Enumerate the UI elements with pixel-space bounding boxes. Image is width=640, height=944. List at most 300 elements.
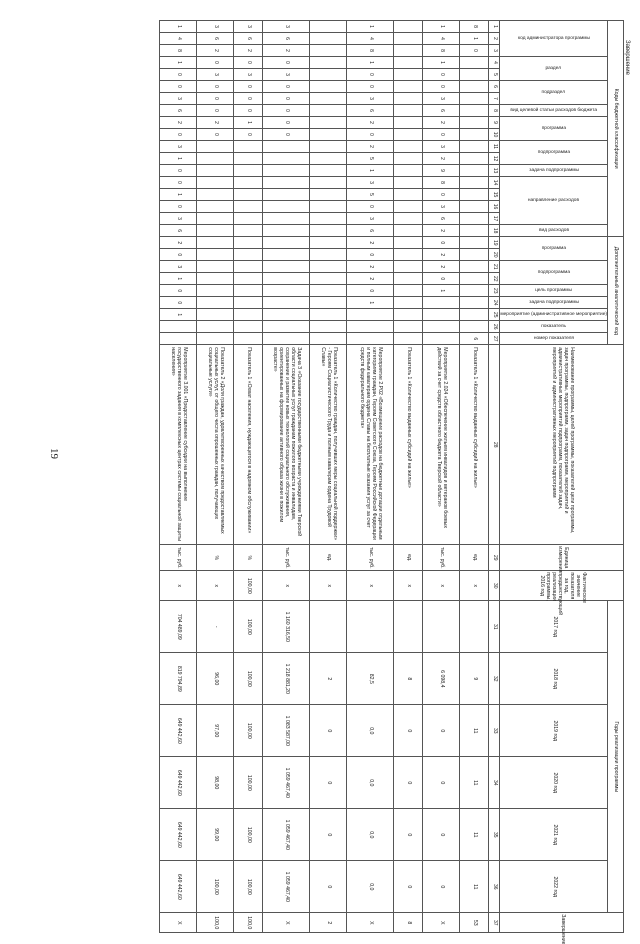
final-header: Завершение bbox=[500, 913, 624, 933]
row-year-value: 704 489,09 bbox=[160, 601, 197, 653]
code-cell: 0 bbox=[423, 81, 460, 93]
code-cell bbox=[460, 69, 489, 81]
code-cell bbox=[347, 321, 394, 333]
row-year-value: 0 bbox=[423, 809, 460, 861]
code-cell bbox=[460, 153, 489, 165]
base-header: Фактическое значение показателя за год, предшествующий реализации программы, 2016 год bbox=[500, 571, 624, 601]
row-unit: тыс. руб. bbox=[347, 545, 394, 571]
code-cell bbox=[394, 321, 423, 333]
budget-subheader: задача подпрограммы bbox=[500, 165, 608, 177]
column-number: 5 bbox=[489, 69, 500, 81]
code-cell bbox=[310, 237, 347, 249]
code-cell: 2 bbox=[423, 117, 460, 129]
code-cell bbox=[394, 237, 423, 249]
column-number: 1 bbox=[489, 21, 500, 33]
column-number: 24 bbox=[489, 297, 500, 309]
row-year-value: 0,0 bbox=[347, 705, 394, 757]
row-base: 100,00 bbox=[234, 571, 263, 601]
code-cell bbox=[394, 165, 423, 177]
row-year-value: 98,00 bbox=[197, 757, 234, 809]
code-cell bbox=[263, 261, 310, 273]
code-cell: 0 bbox=[160, 165, 197, 177]
name-header: Наименование программы, целей программы, показателей цели программы, задач программы, подпрограмм, задач подпрограмм, мероприятий и административных мероприятий подпрограмм, показателей задач, мероприятий и административных мероприятий подпрограмм bbox=[500, 345, 624, 545]
code-cell bbox=[197, 225, 234, 237]
code-cell bbox=[394, 333, 423, 345]
row-name: Мероприятие 3.001 «Предоставление субсидии на выполнение государственного задания в комплексных центрах системы социальной защиты населения» bbox=[160, 345, 197, 545]
budget-codes-header: Коды бюджетной классификации bbox=[608, 21, 624, 237]
row-final: 100,0 bbox=[234, 913, 263, 933]
column-number: 33 bbox=[489, 705, 500, 757]
row-year-value: 0,0 bbox=[347, 757, 394, 809]
code-cell: 0 bbox=[160, 285, 197, 297]
code-cell bbox=[310, 21, 347, 33]
code-cell bbox=[394, 261, 423, 273]
code-cell: 1 bbox=[347, 297, 394, 309]
code-cell bbox=[460, 189, 489, 201]
row-final: 100,0 bbox=[197, 913, 234, 933]
column-number: 16 bbox=[489, 201, 500, 213]
column-number: 4 bbox=[489, 57, 500, 69]
unit-header: Единица измерения bbox=[500, 545, 624, 571]
column-number: 2 bbox=[489, 33, 500, 45]
code-cell: 0 bbox=[263, 57, 310, 69]
code-cell: 6 bbox=[423, 105, 460, 117]
code-cell: 3 bbox=[347, 213, 394, 225]
code-cell: 8 bbox=[347, 45, 394, 57]
code-cell bbox=[310, 57, 347, 69]
column-number: 18 bbox=[489, 225, 500, 237]
code-cell bbox=[310, 33, 347, 45]
column-number: 8 bbox=[489, 105, 500, 117]
row-year-value bbox=[423, 601, 460, 653]
code-cell bbox=[394, 21, 423, 33]
code-cell bbox=[310, 177, 347, 189]
column-number: 6 bbox=[489, 81, 500, 93]
row-year-value bbox=[460, 601, 489, 653]
code-cell bbox=[460, 81, 489, 93]
row-base: х bbox=[394, 571, 423, 601]
code-cell bbox=[460, 249, 489, 261]
code-cell bbox=[197, 153, 234, 165]
code-cell bbox=[394, 57, 423, 69]
code-cell: 0 bbox=[160, 297, 197, 309]
row-final: Х bbox=[423, 913, 460, 933]
column-number: 19 bbox=[489, 237, 500, 249]
code-cell: 0 bbox=[160, 69, 197, 81]
code-cell: 1 bbox=[160, 57, 197, 69]
code-cell bbox=[263, 165, 310, 177]
code-cell: 1 bbox=[460, 33, 489, 45]
code-cell bbox=[394, 117, 423, 129]
column-number: 28 bbox=[489, 345, 500, 545]
row-name: Мероприятие 2.024 «Обеспечение жильем инвалидов и ветеранов боевых действий за счет средств областного бюджета Тверской области» bbox=[423, 345, 460, 545]
code-cell bbox=[460, 261, 489, 273]
row-name: Показатель 1 «Количество выданных субсидий на жилье» bbox=[460, 345, 489, 545]
code-cell: 2 bbox=[160, 117, 197, 129]
code-cell bbox=[234, 165, 263, 177]
code-cell bbox=[394, 249, 423, 261]
code-cell: 3 bbox=[423, 201, 460, 213]
code-cell: 3 bbox=[347, 93, 394, 105]
code-cell: 0 bbox=[423, 237, 460, 249]
column-number: 36 bbox=[489, 861, 500, 913]
code-cell: 0 bbox=[234, 105, 263, 117]
code-cell bbox=[310, 333, 347, 345]
code-cell bbox=[310, 261, 347, 273]
column-number: 29 bbox=[489, 545, 500, 571]
code-cell: 6 bbox=[460, 333, 489, 345]
row-name: Мероприятие 2.Р02 «Возмещение расходов на бюджетные дотации отдельным категориям граждан, Героям Советского Союза, Героям Российской Федерации и полным кавалерам ордена Славы на бесплатные оказания услуг за счет средств федерального бюджета» bbox=[347, 345, 394, 545]
code-cell bbox=[394, 189, 423, 201]
analytic-subheader: цель программы bbox=[500, 285, 608, 297]
code-cell: 0 bbox=[234, 81, 263, 93]
row-name: Показатель 1 «Количество граждан, получивших меры социальной поддержки» - Героям Социалистического Труда и полным кавалерам ордена Трудовой Славы» bbox=[310, 345, 347, 545]
code-cell: 0 bbox=[423, 69, 460, 81]
row-year-value: 8 bbox=[394, 653, 423, 705]
row-year-value: 0 bbox=[394, 809, 423, 861]
code-cell bbox=[394, 177, 423, 189]
code-cell: 0 bbox=[197, 105, 234, 117]
code-cell: 2 bbox=[347, 141, 394, 153]
code-cell bbox=[460, 225, 489, 237]
code-cell bbox=[197, 309, 234, 321]
code-cell: 6 bbox=[234, 33, 263, 45]
column-number: 3 bbox=[489, 45, 500, 57]
code-cell: 1 bbox=[347, 21, 394, 33]
row-year-value: 97,00 bbox=[197, 705, 234, 757]
table-row bbox=[160, 21, 197, 933]
table-row bbox=[347, 21, 394, 933]
year-header: 2019 год bbox=[500, 705, 608, 757]
table-row bbox=[234, 21, 263, 933]
code-cell: 0 bbox=[234, 57, 263, 69]
code-cell: 0 bbox=[197, 129, 234, 141]
row-year-value: 0 bbox=[310, 861, 347, 913]
code-cell: 3 bbox=[160, 141, 197, 153]
code-cell bbox=[310, 117, 347, 129]
code-cell bbox=[310, 105, 347, 117]
code-cell bbox=[263, 285, 310, 297]
code-cell: 0 bbox=[347, 81, 394, 93]
code-cell bbox=[347, 333, 394, 345]
code-cell bbox=[394, 45, 423, 57]
code-cell: 1 bbox=[423, 21, 460, 33]
code-cell: 6 bbox=[347, 225, 394, 237]
row-year-value: 11 bbox=[460, 809, 489, 861]
code-cell: 2 bbox=[347, 237, 394, 249]
column-number: 21 bbox=[489, 261, 500, 273]
code-cell bbox=[423, 321, 460, 333]
code-cell bbox=[394, 105, 423, 117]
code-cell bbox=[310, 129, 347, 141]
code-cell bbox=[197, 333, 234, 345]
code-cell: 1 bbox=[347, 57, 394, 69]
table-row bbox=[460, 21, 489, 933]
code-cell bbox=[234, 177, 263, 189]
side-label: Завершение bbox=[624, 40, 630, 75]
code-cell bbox=[394, 309, 423, 321]
code-cell: 3 bbox=[423, 141, 460, 153]
row-year-value: 96,00 bbox=[197, 653, 234, 705]
code-cell bbox=[460, 129, 489, 141]
code-cell: 4 bbox=[347, 33, 394, 45]
code-cell: 2 bbox=[423, 153, 460, 165]
budget-subheader: вид целевой статьи расходов бюджета bbox=[500, 105, 608, 117]
analytic-subheader: мероприятие (административное мероприятие) bbox=[500, 309, 608, 321]
code-cell bbox=[197, 261, 234, 273]
column-number: 30 bbox=[489, 571, 500, 601]
row-year-value: 0 bbox=[423, 705, 460, 757]
code-cell: 1 bbox=[160, 309, 197, 321]
code-cell bbox=[234, 189, 263, 201]
column-number: 22 bbox=[489, 273, 500, 285]
code-cell: 1 bbox=[423, 57, 460, 69]
row-year-value: 0 bbox=[423, 757, 460, 809]
row-year-value: - bbox=[197, 601, 234, 653]
column-number: 31 bbox=[489, 601, 500, 653]
row-year-value: 0 bbox=[394, 757, 423, 809]
code-cell bbox=[197, 201, 234, 213]
row-unit: тыс. руб. bbox=[263, 545, 310, 571]
code-cell bbox=[310, 93, 347, 105]
code-cell: 3 bbox=[160, 93, 197, 105]
row-final: Х bbox=[160, 913, 197, 933]
code-cell bbox=[394, 225, 423, 237]
code-cell: 0 bbox=[263, 129, 310, 141]
code-cell bbox=[234, 309, 263, 321]
code-cell bbox=[310, 141, 347, 153]
code-cell bbox=[197, 249, 234, 261]
code-cell bbox=[460, 309, 489, 321]
code-cell: 1 bbox=[160, 153, 197, 165]
row-final: 2 bbox=[310, 913, 347, 933]
code-cell bbox=[310, 249, 347, 261]
code-cell bbox=[160, 333, 197, 345]
code-cell: 2 bbox=[423, 225, 460, 237]
code-cell: 3 bbox=[160, 261, 197, 273]
code-cell bbox=[263, 309, 310, 321]
column-number: 25 bbox=[489, 309, 500, 321]
column-number: 9 bbox=[489, 117, 500, 129]
code-cell: 2 bbox=[347, 117, 394, 129]
page-number: 19 bbox=[48, 448, 60, 459]
analytic-codes-header: Дополнительный аналитический код bbox=[608, 237, 624, 345]
code-cell bbox=[310, 165, 347, 177]
code-cell: 2 bbox=[347, 273, 394, 285]
row-final: Х bbox=[263, 913, 310, 933]
row-unit: ед. bbox=[460, 545, 489, 571]
code-cell bbox=[423, 333, 460, 345]
code-cell bbox=[423, 309, 460, 321]
row-base: х bbox=[160, 571, 197, 601]
rotated-table-area bbox=[84, 20, 624, 944]
column-number: 17 bbox=[489, 213, 500, 225]
code-cell: 3 bbox=[234, 69, 263, 81]
code-cell bbox=[263, 237, 310, 249]
code-cell bbox=[394, 297, 423, 309]
code-cell bbox=[263, 177, 310, 189]
row-year-value: 1 059 467,40 bbox=[263, 757, 310, 809]
code-cell: 6 bbox=[423, 213, 460, 225]
code-cell bbox=[234, 201, 263, 213]
column-number: 32 bbox=[489, 653, 500, 705]
code-cell bbox=[234, 333, 263, 345]
row-year-value: 100,00 bbox=[234, 653, 263, 705]
row-year-value: 0 bbox=[310, 757, 347, 809]
code-cell: 6 bbox=[263, 33, 310, 45]
row-unit: ед. bbox=[394, 545, 423, 571]
code-cell: 0 bbox=[197, 93, 234, 105]
year-header: 2018 год bbox=[500, 653, 608, 705]
row-year-value: 0,0 bbox=[347, 809, 394, 861]
code-cell bbox=[263, 141, 310, 153]
budget-subheader: направление расходов bbox=[500, 177, 608, 225]
budget-subheader: вид расходов bbox=[500, 225, 608, 237]
code-cell: 4 bbox=[160, 33, 197, 45]
row-year-value: 0 bbox=[423, 861, 460, 913]
budget-subheader: раздел bbox=[500, 57, 608, 81]
code-cell: 3 bbox=[197, 21, 234, 33]
code-cell bbox=[197, 141, 234, 153]
row-year-value: 100,00 bbox=[234, 809, 263, 861]
code-cell bbox=[310, 189, 347, 201]
code-cell bbox=[460, 213, 489, 225]
row-year-value: 2 bbox=[310, 653, 347, 705]
year-header: 2020 год bbox=[500, 757, 608, 809]
code-cell: 3 bbox=[197, 69, 234, 81]
code-cell bbox=[394, 141, 423, 153]
row-base: х bbox=[347, 571, 394, 601]
row-year-value: 0,0 bbox=[347, 861, 394, 913]
code-cell bbox=[310, 153, 347, 165]
code-cell: 4 bbox=[423, 33, 460, 45]
code-cell: 1 bbox=[160, 21, 197, 33]
row-year-value: 100,00 bbox=[197, 861, 234, 913]
row-year-value: 0 bbox=[394, 705, 423, 757]
code-cell: 0 bbox=[423, 129, 460, 141]
row-year-value: 9 bbox=[460, 653, 489, 705]
code-cell: 6 bbox=[160, 105, 197, 117]
code-cell bbox=[197, 165, 234, 177]
row-name: Задача 3 «Оказание государственными бюджетными учреждениями Тверской области социальных услуг гражданам пожилого возраста и инвалидам, сохранение и развитие новых технологий социального обслуживания, ориентированных на формирование активного образа жизни в пожилом возрасте» bbox=[263, 345, 310, 545]
code-cell bbox=[394, 33, 423, 45]
row-final: 8 bbox=[394, 913, 423, 933]
row-year-value: 0 bbox=[310, 809, 347, 861]
code-cell: 6 bbox=[347, 105, 394, 117]
code-cell: 0 bbox=[160, 201, 197, 213]
code-cell bbox=[234, 261, 263, 273]
code-cell bbox=[234, 297, 263, 309]
code-cell: 2 bbox=[234, 45, 263, 57]
row-unit: тыс. руб. bbox=[423, 545, 460, 571]
row-year-value: 1 083 587,00 bbox=[263, 705, 310, 757]
row-unit: % bbox=[197, 545, 234, 571]
code-cell bbox=[394, 69, 423, 81]
row-unit: тыс. руб. bbox=[160, 545, 197, 571]
code-cell bbox=[460, 177, 489, 189]
code-cell bbox=[234, 321, 263, 333]
row-base: х bbox=[423, 571, 460, 601]
row-year-value: 11 bbox=[460, 861, 489, 913]
rotated-content bbox=[84, 20, 624, 944]
analytic-subheader: номер показателя bbox=[500, 333, 608, 345]
row-year-value: 11 bbox=[460, 705, 489, 757]
code-cell bbox=[460, 285, 489, 297]
code-cell: 2 bbox=[423, 249, 460, 261]
row-year-value: 649 442,60 bbox=[160, 809, 197, 861]
row-year-value: 99,00 bbox=[197, 809, 234, 861]
code-cell bbox=[310, 69, 347, 81]
budget-subheader: программа bbox=[500, 117, 608, 141]
code-cell bbox=[394, 153, 423, 165]
code-cell bbox=[263, 201, 310, 213]
column-number: 23 bbox=[489, 285, 500, 297]
code-cell bbox=[197, 189, 234, 201]
code-cell: 0 bbox=[263, 93, 310, 105]
code-cell bbox=[160, 321, 197, 333]
budget-subheader: код администратора программы bbox=[500, 21, 608, 57]
column-number: 35 bbox=[489, 809, 500, 861]
code-cell: 0 bbox=[347, 129, 394, 141]
row-year-value: 0 bbox=[394, 861, 423, 913]
code-cell: 3 bbox=[160, 213, 197, 225]
code-cell: 0 bbox=[263, 81, 310, 93]
row-final: 53 bbox=[460, 913, 489, 933]
code-cell bbox=[460, 297, 489, 309]
row-base: х bbox=[310, 571, 347, 601]
column-number: 15 bbox=[489, 189, 500, 201]
code-cell bbox=[460, 57, 489, 69]
code-cell: 0 bbox=[234, 93, 263, 105]
code-cell: 0 bbox=[160, 177, 197, 189]
year-header: 2017 год bbox=[500, 601, 608, 653]
row-year-value: 649 442,60 bbox=[160, 705, 197, 757]
column-number: 10 bbox=[489, 129, 500, 141]
code-cell bbox=[234, 237, 263, 249]
code-cell bbox=[310, 285, 347, 297]
code-cell bbox=[310, 225, 347, 237]
code-cell bbox=[310, 201, 347, 213]
code-cell bbox=[460, 141, 489, 153]
code-cell bbox=[263, 273, 310, 285]
code-cell: 0 bbox=[234, 129, 263, 141]
code-cell bbox=[394, 93, 423, 105]
column-number: 13 bbox=[489, 165, 500, 177]
row-name: Показатель 2 «Доля граждан, удовлетворенных качеством предоставляемых социальных услуг, от общего числа опрошенных граждан, получающих социальные услуги» bbox=[197, 345, 234, 545]
code-cell: 3 bbox=[263, 21, 310, 33]
code-cell: 8 bbox=[423, 45, 460, 57]
code-cell bbox=[263, 297, 310, 309]
years-header: Годы реализации программы bbox=[608, 601, 624, 913]
code-cell bbox=[197, 237, 234, 249]
code-cell bbox=[394, 285, 423, 297]
column-number: 14 bbox=[489, 177, 500, 189]
code-cell bbox=[197, 177, 234, 189]
code-cell: 3 bbox=[347, 177, 394, 189]
code-cell: 0 bbox=[197, 57, 234, 69]
code-cell: 0 bbox=[197, 81, 234, 93]
code-cell bbox=[263, 321, 310, 333]
code-cell bbox=[310, 81, 347, 93]
code-cell bbox=[197, 321, 234, 333]
row-year-value: 1 160 316,50 bbox=[263, 601, 310, 653]
budget-subheader: подпрограмма bbox=[500, 141, 608, 165]
code-cell: 0 bbox=[347, 201, 394, 213]
row-base: х bbox=[263, 571, 310, 601]
code-cell bbox=[234, 153, 263, 165]
code-cell bbox=[234, 225, 263, 237]
column-number: 11 bbox=[489, 141, 500, 153]
